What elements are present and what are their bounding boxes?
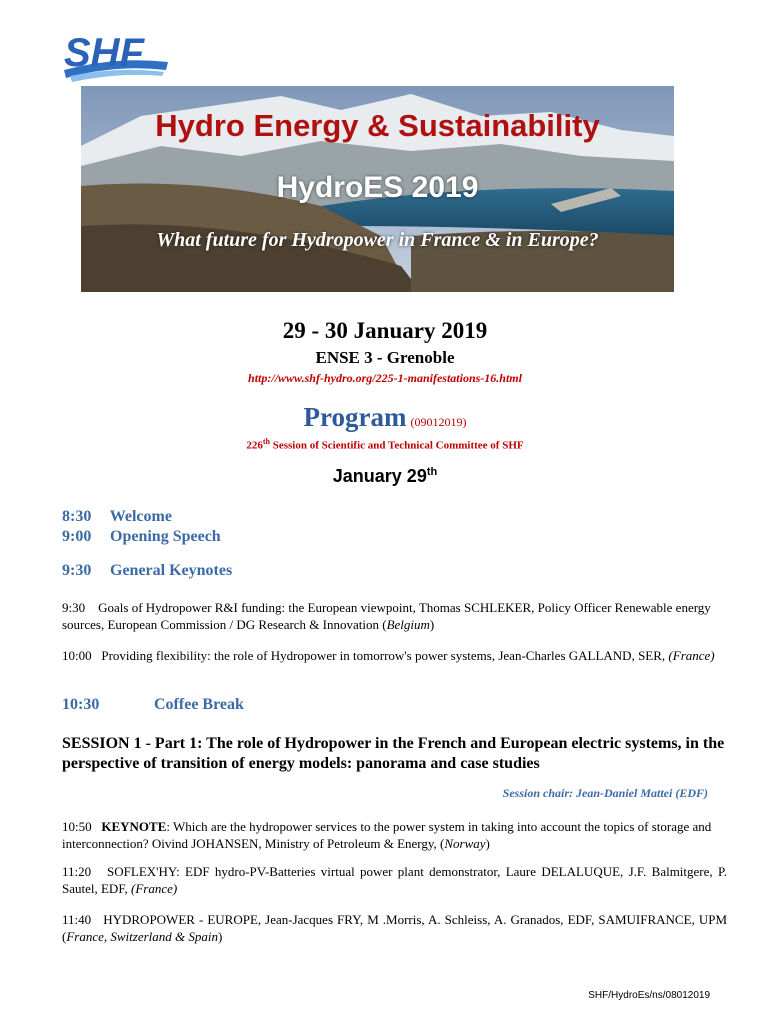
committee-session-line bbox=[0, 437, 770, 452]
agenda-label: General Keynotes bbox=[110, 562, 233, 579]
talk-time: 10:00 bbox=[62, 648, 92, 663]
talk-text: SOFLEX'HY: EDF hydro-PV-Batteries virtual power plant demonstrator, Laure DELALUQUE, J.F. Balmitgere, P. Sautel, EDF, bbox=[62, 864, 727, 896]
talk-text: : Which are the hydropower services to the power system in taking into account the topics of storage and interconnection? Oivind JOHANSEN, Ministry of Petroleum & Energy, ( bbox=[62, 819, 712, 851]
agenda-item bbox=[62, 562, 232, 580]
agenda-label: Welcome bbox=[109, 508, 172, 525]
talk-country: (France) bbox=[668, 648, 715, 663]
talk-close: ) bbox=[218, 929, 223, 944]
agenda-item bbox=[62, 528, 221, 546]
talk-entry bbox=[62, 863, 727, 897]
talk-close: ) bbox=[429, 617, 435, 632]
talk-country: Norway bbox=[444, 836, 486, 851]
logo-text: SHF bbox=[64, 31, 144, 75]
talk-entry bbox=[62, 599, 727, 633]
talk-country: Belgium bbox=[386, 617, 430, 632]
session-title: SESSION 1 - Part 1: The role of Hydropower in the French and European electric systems, in the perspective of transition of energy models: panorama and case studies bbox=[62, 735, 725, 772]
talk-time: 11:40 bbox=[62, 912, 92, 927]
coffee-time: 10:30 bbox=[62, 696, 100, 713]
talk-entry bbox=[62, 911, 727, 945]
banner-subtitle: HydroES 2019 bbox=[276, 171, 479, 204]
shf-logo bbox=[60, 26, 172, 84]
talk-entry bbox=[62, 647, 727, 664]
agenda-item bbox=[62, 508, 172, 526]
event-url-link[interactable]: http://www.shf-hydro.org/225-1-manifestations-16.html bbox=[248, 371, 522, 385]
talk-time: 11:20 bbox=[62, 864, 92, 879]
talk-country: (France) bbox=[131, 881, 178, 896]
session-chair: Session chair: Jean-Daniel Mattei (EDF) bbox=[502, 786, 708, 800]
program-heading bbox=[0, 402, 770, 433]
event-dates: 29 - 30 January 2019 bbox=[282, 318, 488, 343]
session-number: 226 bbox=[246, 439, 263, 452]
talk-text: Providing flexibility: the role of Hydropower in tomorrow's power systems, Jean-Charles GALLAND, SER, bbox=[101, 648, 669, 663]
footer-ref: SHF/HydroEs/ns/08012019 bbox=[588, 990, 710, 1001]
agenda-time: 9:30 bbox=[62, 562, 92, 579]
banner-title: Hydro Energy & Sustainability bbox=[155, 108, 600, 143]
coffee-break bbox=[62, 696, 244, 714]
session-suffix: th bbox=[262, 437, 270, 446]
talk-time: 9:30 bbox=[62, 600, 86, 615]
day-label: January 29 bbox=[332, 466, 427, 486]
session-text: Session of Scientific and Technical Committee of SHF bbox=[270, 439, 524, 452]
talk-entry bbox=[62, 818, 727, 852]
agenda-time: 8:30 bbox=[62, 508, 92, 525]
talk-text: HYDROPOWER - EUROPE, Jean-Jacques FRY, M .Morris, A. Schleiss, A. Granados, EDF, SAMUIFRANCE, UPM ( bbox=[62, 912, 727, 944]
day-suffix: th bbox=[426, 466, 438, 478]
talk-text: Goals of Hydropower R&I funding: the European viewpoint, Thomas SCHLEKER, Policy Officer Renewable energy sources, European Commission / DG Research & Innovation ( bbox=[62, 600, 711, 632]
day-heading bbox=[0, 466, 770, 487]
hero-banner bbox=[81, 86, 674, 292]
coffee-label: Coffee Break bbox=[154, 696, 244, 713]
banner-question: What future for Hydropower in France & in Europe? bbox=[156, 229, 599, 251]
talk-close: ) bbox=[485, 836, 490, 851]
event-venue: ENSE 3 - Grenoble bbox=[315, 348, 455, 367]
agenda-time: 9:00 bbox=[62, 528, 92, 545]
talk-keyword: KEYNOTE bbox=[101, 819, 167, 834]
talk-country: France, Switzerland & Spain bbox=[66, 929, 219, 944]
agenda-label: Opening Speech bbox=[110, 528, 221, 545]
program-label: Program bbox=[303, 402, 407, 432]
program-version: (09012019) bbox=[410, 415, 467, 429]
talk-time: 10:50 bbox=[62, 819, 92, 834]
